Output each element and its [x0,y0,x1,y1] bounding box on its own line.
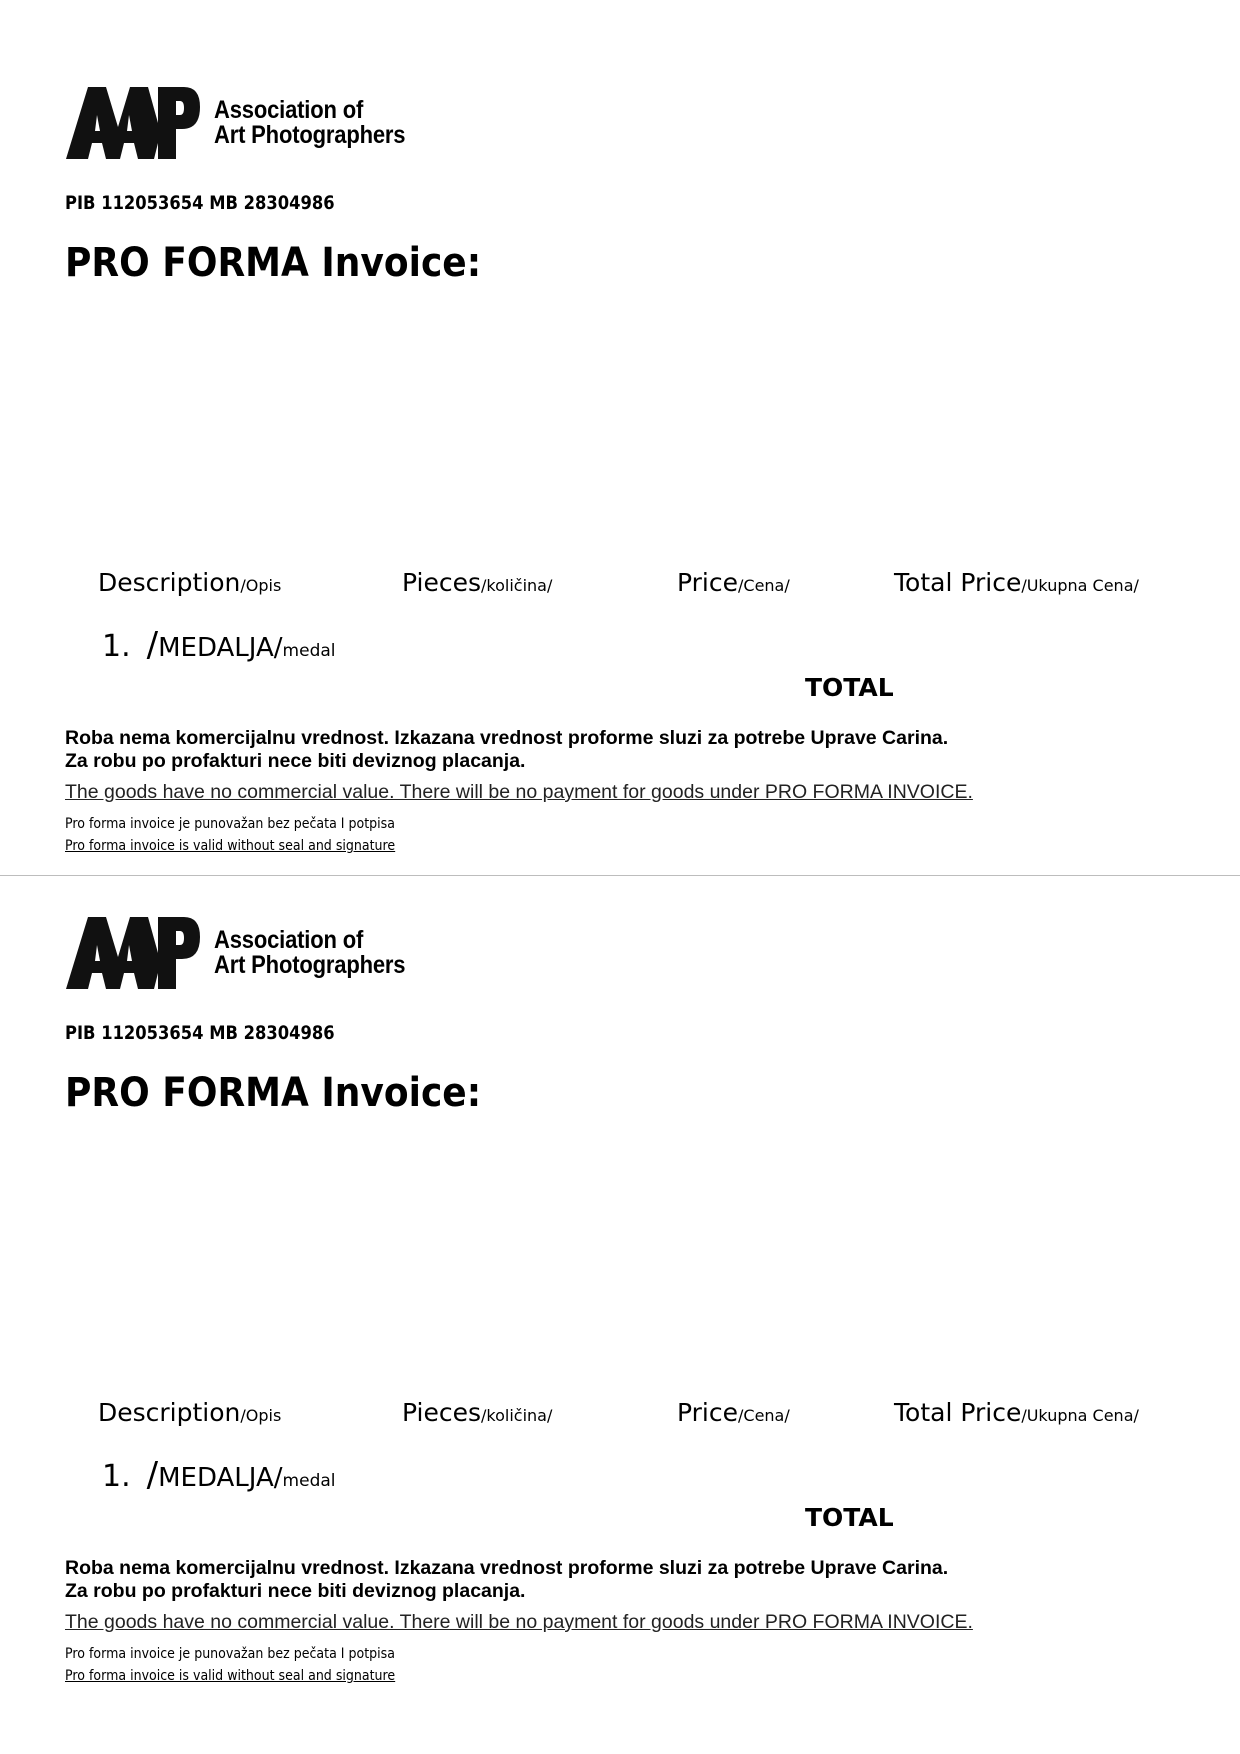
logo-wordmark [214,98,405,148]
customs-note-en: The goods have no commercial value. There will be no payment for goods under PRO FORMA INVOICE. [65,781,973,803]
item-name: MEDALJA/ [158,1463,283,1493]
column-header-description: Description/Opis [98,568,282,597]
validity-note-en: Pro forma invoice is valid without seal and signature [65,1668,396,1684]
logo-line-1: Association of [214,96,364,124]
aap-logo [66,86,431,160]
aap-logo-mark-icon [66,87,200,159]
total-label: TOTAL [805,1503,894,1532]
list-item: 1. /MEDALJA/medal [102,1455,336,1495]
customs-note-en: The goods have no commercial value. There will be no payment for goods under PRO FORMA INVOICE. [65,1611,973,1633]
invoice-copy-2 [0,830,1240,1684]
tax-id: PIB 112053654 MB 28304986 [65,192,335,214]
logo-line-2: Art Photographers [214,121,406,149]
total-label: TOTAL [805,673,894,702]
column-header-pieces: Pieces/količina/ [402,1398,553,1427]
item-name: MEDALJA/ [158,633,283,663]
validity-note-sr: Pro forma invoice je punovažan bez pečata I potpisa [65,816,395,832]
tax-id: PIB 112053654 MB 28304986 [65,1022,335,1044]
item-name-sub: medal [282,1471,336,1491]
validity-note-en: Pro forma invoice is valid without seal and signature [65,838,396,854]
page-title: PRO FORMA Invoice: [65,240,482,286]
customs-note-sr: Roba nema komercijalnu vrednost. Izkazana vrednost proforme sluzi za potrebe Uprave Carina. Za robu po profakturi nece biti deviznog placanja. [65,727,949,772]
item-name-sub: medal [282,641,336,661]
customs-note-sr: Roba nema komercijalnu vrednost. Izkazana vrednost proforme sluzi za potrebe Uprave Carina. Za robu po profakturi nece biti deviznog placanja. [65,1557,949,1602]
column-header-price: Price/Cena/ [677,1398,790,1427]
logo-line-2: Art Photographers [214,951,406,979]
page-title: PRO FORMA Invoice: [65,1070,482,1116]
validity-note-sr: Pro forma invoice je punovažan bez pečata I potpisa [65,1646,395,1662]
list-item: 1. /MEDALJA/medal [102,625,336,665]
column-header-description: Description/Opis [98,1398,282,1427]
invoice-copy-1 [0,0,1240,854]
aap-logo [66,916,431,990]
logo-line-1: Association of [214,926,364,954]
item-number: 1. [102,1459,131,1494]
column-header-price: Price/Cena/ [677,568,790,597]
aap-logo-mark-icon [66,917,200,989]
logo-wordmark [214,928,405,978]
item-number: 1. [102,629,131,664]
column-header-total-price: Total Price/Ukupna Cena/ [894,568,1139,597]
column-header-total-price: Total Price/Ukupna Cena/ [894,1398,1139,1427]
column-header-pieces: Pieces/količina/ [402,568,553,597]
